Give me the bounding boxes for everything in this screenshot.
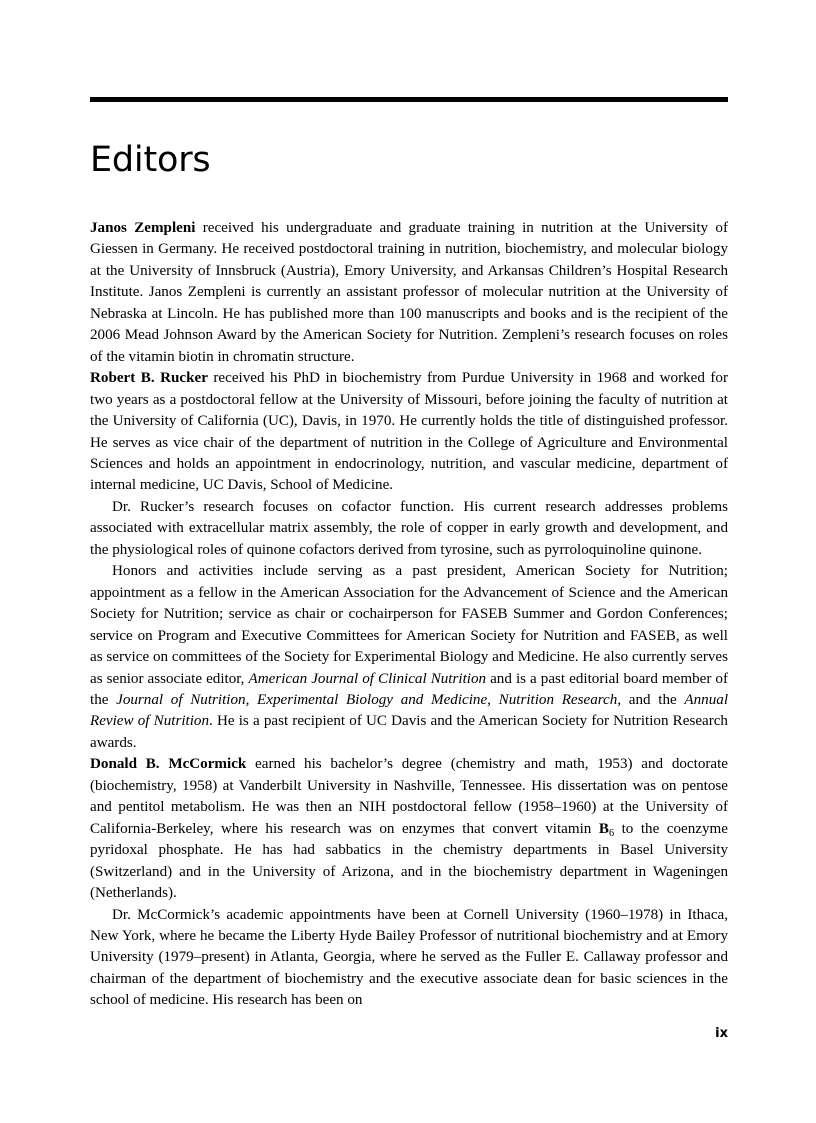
paragraph-zempleni-bio xyxy=(90,218,728,368)
page-number-folio: ix xyxy=(715,1026,728,1041)
paragraph-body-segments: Honors and activities include serving as a past president, American Society for Nutrition; appointment as a fellow in the American Association for the Advancement of Science and the American Society for Nutrition; service as chair or cochairperson for FASEB Summer and Gordon Conferences; service on Program and Executive Committees for American Society for Nutrition and FASEB, as well as service on committees of the Society for Experimental Biology and Medicine. He also currently serves as senior associate editor, American Journal of Clinical Nutrition and is a past editorial board member of the Journal of Nutrition, Experimental Biology and Medicine, Nutrition Research, and the Annual Review of Nutrition. He is a past recipient of UC Davis and the American Society for Nutrition Research awards. xyxy=(90,563,729,751)
editor-name-rucker: Robert B. Rucker xyxy=(90,370,208,387)
paragraph-rucker-bio xyxy=(90,368,728,497)
page-content xyxy=(90,97,728,1012)
paragraph-body: Dr. McCormick’s academic appointments have been at Cornell University (1960–1978) in Ithaca, New York, where he became the Liberty Hyde Bailey Professor of nutritional biochemistry and at Emory University (1979–present) in Atlanta, Georgia, where he served as the Fuller E. Callaway professor and chairman of the department of biochemistry and the executive associate dean for basic sciences in the school of medicine. His research has been on xyxy=(90,906,728,1009)
paragraph-body: received his PhD in biochemistry from Purdue University in 1968 and worked for two years as a postdoctoral fellow at the University of Missouri, before joining the faculty of nutrition at the University of California (UC), Davis, in 1970. He currently holds the title of distinguished professor. He serves as vice chair of the department of nutrition in the College of Agriculture and Environmental Sciences and holds an appointment in endocrinology, nutrition, and vascular medicine, department of internal medicine, UC Davis, School of Medicine. xyxy=(90,370,728,494)
paragraph-body: Dr. Rucker’s research focuses on cofactor function. His current research addresses problems associated with extracellular matrix assembly, the role of copper in early growth and development, and the physiological roles of quinone cofactors derived from tyrosine, such as pyrroloquinoline quinone. xyxy=(90,498,728,558)
paragraph-rucker-research xyxy=(90,497,728,561)
page-title: Editors xyxy=(90,140,211,180)
paragraph-body-segments: earned his bachelor’s degree (chemistry and math, 1953) and doctorate (biochemistry, 1958) at Vanderbilt University in Nashville, Tennessee. His dissertation was on pentose and pentitol metabolism. He was then an NIH postdoctoral fellow (1958–1960) at the University of California-Berkeley, where his research was on enzymes that convert vitamin $B_6$ to the coenzyme pyridoxal phosphate. He has had sabbatics in the chemistry departments in Basel University (Switzerland) and in the University of Arizona, and in the biochemistry department in Wageningen (Netherlands). xyxy=(90,756,728,902)
paragraph-mccormick-bio xyxy=(90,754,728,904)
title-rule-divider xyxy=(90,97,728,102)
paragraph-mccormick-appointments xyxy=(90,905,728,1012)
paragraph-rucker-honors xyxy=(90,561,728,754)
body-text-block xyxy=(90,218,728,1012)
editor-name-zempleni: Janos Zempleni xyxy=(90,220,196,236)
editor-name-mccormick: Donald B. McCormick xyxy=(90,756,247,773)
paragraph-body: received his undergraduate and graduate training in nutrition at the University of Giessen in Germany. He received postdoctoral training in nutrition, biochemistry, and molecular biology at the University of Innsbruck (Austria), Emory University, and Arkansas Children’s Hospital Research Institute. Janos Zempleni is currently an assistant professor of molecular nutrition at the University of Nebraska at Lincoln. He has published more than 100 manuscripts and books and is the recipient of the 2006 Mead Johnson Award by the American Society for Nutrition. Zempleni’s research focuses on roles of the vitamin biotin in chromatin structure. xyxy=(90,220,728,365)
